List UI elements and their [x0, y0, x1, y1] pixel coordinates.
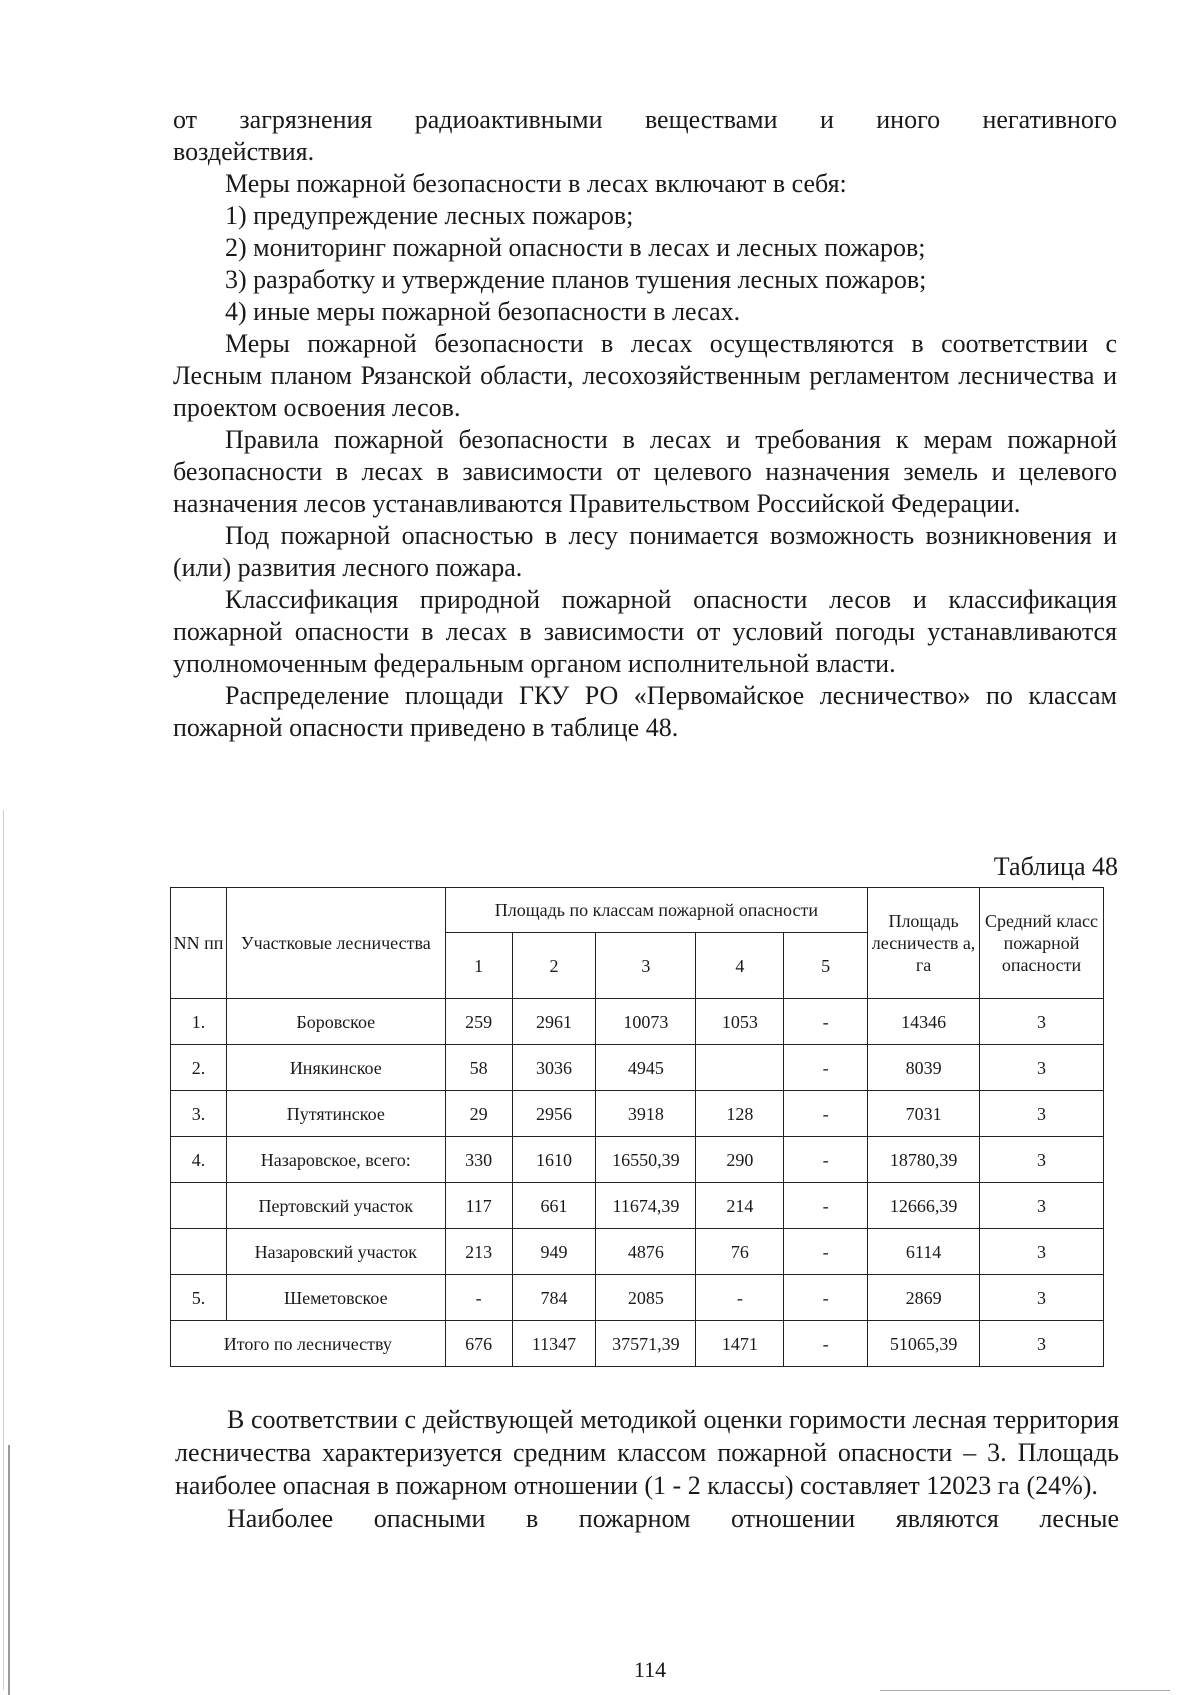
cell-avg: 3: [980, 1045, 1104, 1091]
cell-avg: 3: [980, 1137, 1104, 1183]
cell-total: 14346: [868, 999, 980, 1045]
cell-class-5: -: [784, 1137, 868, 1183]
header-avg-class: Средний класс пожарной опасности: [980, 888, 1104, 999]
cell-class-3: 16550,39: [596, 1137, 696, 1183]
cell-avg: 3: [980, 1229, 1104, 1275]
cell-class-2: 1610: [512, 1137, 596, 1183]
cell-class-2: 2961: [512, 999, 596, 1045]
table-row: [171, 1275, 1104, 1321]
cell-class-5: -: [784, 1183, 868, 1229]
header-class-5: 5: [784, 933, 868, 999]
table-row: [171, 1091, 1104, 1137]
cell-nn: 5.: [171, 1275, 227, 1321]
body-text-top: [173, 104, 1117, 744]
cell-class-3: 37571,39: [596, 1321, 696, 1367]
cell-total: 6114: [868, 1229, 980, 1275]
cell-class-2: 949: [512, 1229, 596, 1275]
cell-class-4: 1053: [696, 999, 784, 1045]
cell-class-1: 29: [445, 1091, 512, 1137]
word: от: [173, 105, 198, 134]
cell-nn: 2.: [171, 1045, 227, 1091]
table-total-row: [171, 1321, 1104, 1367]
cell-nn: 3.: [171, 1091, 227, 1137]
cell-class-3: 11674,39: [596, 1183, 696, 1229]
cell-name: Боровское: [226, 999, 445, 1045]
cell-class-5: -: [784, 1091, 868, 1137]
cell-class-1: 259: [445, 999, 512, 1045]
paragraph-4: Правила пожарной безопасности в лесах и требования к мерам пожарной безопасности в лесах в зависимости от целевого назначения земель и целевого назначения лесов устанавливаются Правительством Российской Федерации.: [173, 425, 1117, 518]
cell-class-4: [696, 1045, 784, 1091]
word: негативного: [982, 105, 1117, 134]
cell-class-2: 661: [512, 1183, 596, 1229]
cell-class-1: 58: [445, 1045, 512, 1091]
cell-class-1: 117: [445, 1183, 512, 1229]
word: иного: [876, 105, 941, 134]
paragraph-8: В соответствии с действующей методикой оценки горимости лесная территория лесничества характеризуется средним классом пожарной опасности – 3. Площадь наиболее опасная в пожарном отношении (1 - 2 классы) составляет 12023 га (24%).: [175, 1405, 1119, 1500]
paragraph-5: Под пожарной опасностью в лесу понимается возможность возникновения и (или) развития лесного пожара.: [173, 521, 1117, 582]
cell-total: 2869: [868, 1275, 980, 1321]
cell-class-1: 676: [445, 1321, 512, 1367]
cell-class-3: 3918: [596, 1091, 696, 1137]
header-class-1: 1: [445, 933, 512, 999]
word: загрязнения: [239, 105, 373, 134]
footer-rule: [880, 1690, 1170, 1691]
cell-class-4: 128: [696, 1091, 784, 1137]
cell-class-4: 290: [696, 1137, 784, 1183]
cell-class-2: 11347: [512, 1321, 596, 1367]
cell-avg: 3: [980, 1321, 1104, 1367]
header-class-3: 3: [596, 933, 696, 999]
cell-class-4: 76: [696, 1229, 784, 1275]
paragraph-9: Наиболее опасными в пожарном отношении являются лесные: [227, 1504, 1119, 1533]
cell-total: 18780,39: [868, 1137, 980, 1183]
cell-class-4: 1471: [696, 1321, 784, 1367]
paragraph-6: Классификация природной пожарной опасности лесов и классификация пожарной опасности в лесах в зависимости от условий погоды устанавливаются уполномоченным федеральным органом исполнительной власти.: [173, 585, 1117, 678]
table-caption: Таблица 48: [993, 852, 1118, 881]
table-header-row: [171, 888, 1104, 933]
cell-avg: 3: [980, 999, 1104, 1045]
header-district: Участковые лесничества: [226, 888, 445, 999]
cell-class-1: 213: [445, 1229, 512, 1275]
cell-class-5: -: [784, 1045, 868, 1091]
cell-class-5: -: [784, 999, 868, 1045]
paragraph-2: Меры пожарной безопасности в лесах включают в себя:: [225, 169, 847, 198]
cell-name: Инякинское: [226, 1045, 445, 1091]
cell-name: Пертовский участок: [226, 1183, 445, 1229]
cell-name: Назаровский участок: [226, 1229, 445, 1275]
fire-danger-table: [170, 887, 1104, 1367]
cell-class-3: 4876: [596, 1229, 696, 1275]
table-row: [171, 999, 1104, 1045]
cell-total: 7031: [868, 1091, 980, 1137]
cell-nn: [171, 1229, 227, 1275]
cell-avg: 3: [980, 1275, 1104, 1321]
header-class-2: 2: [512, 933, 596, 999]
list-item: 3) разработку и утверждение планов тушения лесных пожаров;: [225, 265, 927, 294]
cell-avg: 3: [980, 1183, 1104, 1229]
cell-name: Путятинское: [226, 1091, 445, 1137]
list-item: 4) иные меры пожарной безопасности в лесах.: [225, 297, 741, 326]
cell-nn: 4.: [171, 1137, 227, 1183]
word: радиоактивными: [414, 105, 603, 134]
cell-class-2: 2956: [512, 1091, 596, 1137]
paragraph-1-line-2: воздействия.: [173, 137, 315, 166]
header-area-by-class: Площадь по классам пожарной опасности: [445, 888, 867, 933]
table-row: [171, 1183, 1104, 1229]
cell-total: 51065,39: [868, 1321, 980, 1367]
cell-class-5: -: [784, 1321, 868, 1367]
cell-name: Назаровское, всего:: [226, 1137, 445, 1183]
cell-class-2: 3036: [512, 1045, 596, 1091]
cell-class-1: -: [445, 1275, 512, 1321]
cell-total: 12666,39: [868, 1183, 980, 1229]
cell-nn: [171, 1183, 227, 1229]
cell-class-5: -: [784, 1275, 868, 1321]
list-item: 2) мониторинг пожарной опасности в лесах и лесных пожаров;: [225, 233, 926, 262]
cell-class-4: 214: [696, 1183, 784, 1229]
word: и: [819, 105, 834, 134]
cell-total: 8039: [868, 1045, 980, 1091]
cell-avg: 3: [980, 1091, 1104, 1137]
header-class-4: 4: [696, 933, 784, 999]
body-text-bottom: [175, 1403, 1119, 1535]
cell-class-1: 330: [445, 1137, 512, 1183]
header-nn: NN пп: [171, 888, 227, 999]
scan-margin-line: [8, 1445, 10, 1695]
header-total-area: Площадь лесничеств а, га: [868, 888, 980, 999]
cell-class-3: 10073: [596, 999, 696, 1045]
cell-class-5: -: [784, 1229, 868, 1275]
page-number: 114: [633, 1657, 667, 1682]
paragraph-3: Меры пожарной безопасности в лесах осуществляются в соответствии с Лесным планом Рязанской области, лесохозяйственным регламентом лесничества и проектом освоения лесов.: [173, 329, 1117, 422]
cell-class-4: -: [696, 1275, 784, 1321]
cell-class-3: 4945: [596, 1045, 696, 1091]
word: веществами: [644, 105, 778, 134]
cell-name: Шеметовское: [226, 1275, 445, 1321]
paragraph-1-line-1: [173, 104, 1117, 136]
table-row: [171, 1045, 1104, 1091]
list-item: 1) предупреждение лесных пожаров;: [225, 201, 634, 230]
cell-class-2: 784: [512, 1275, 596, 1321]
table-row: [171, 1137, 1104, 1183]
cell-nn: 1.: [171, 999, 227, 1045]
scan-margin-line: [3, 810, 4, 1690]
cell-total-label: Итого по лесничеству: [171, 1321, 446, 1367]
paragraph-7: Распределение площади ГКУ РО «Первомайское лесничество» по классам пожарной опасности приведено в таблице 48.: [173, 681, 1117, 742]
table-row: [171, 1229, 1104, 1275]
cell-class-3: 2085: [596, 1275, 696, 1321]
